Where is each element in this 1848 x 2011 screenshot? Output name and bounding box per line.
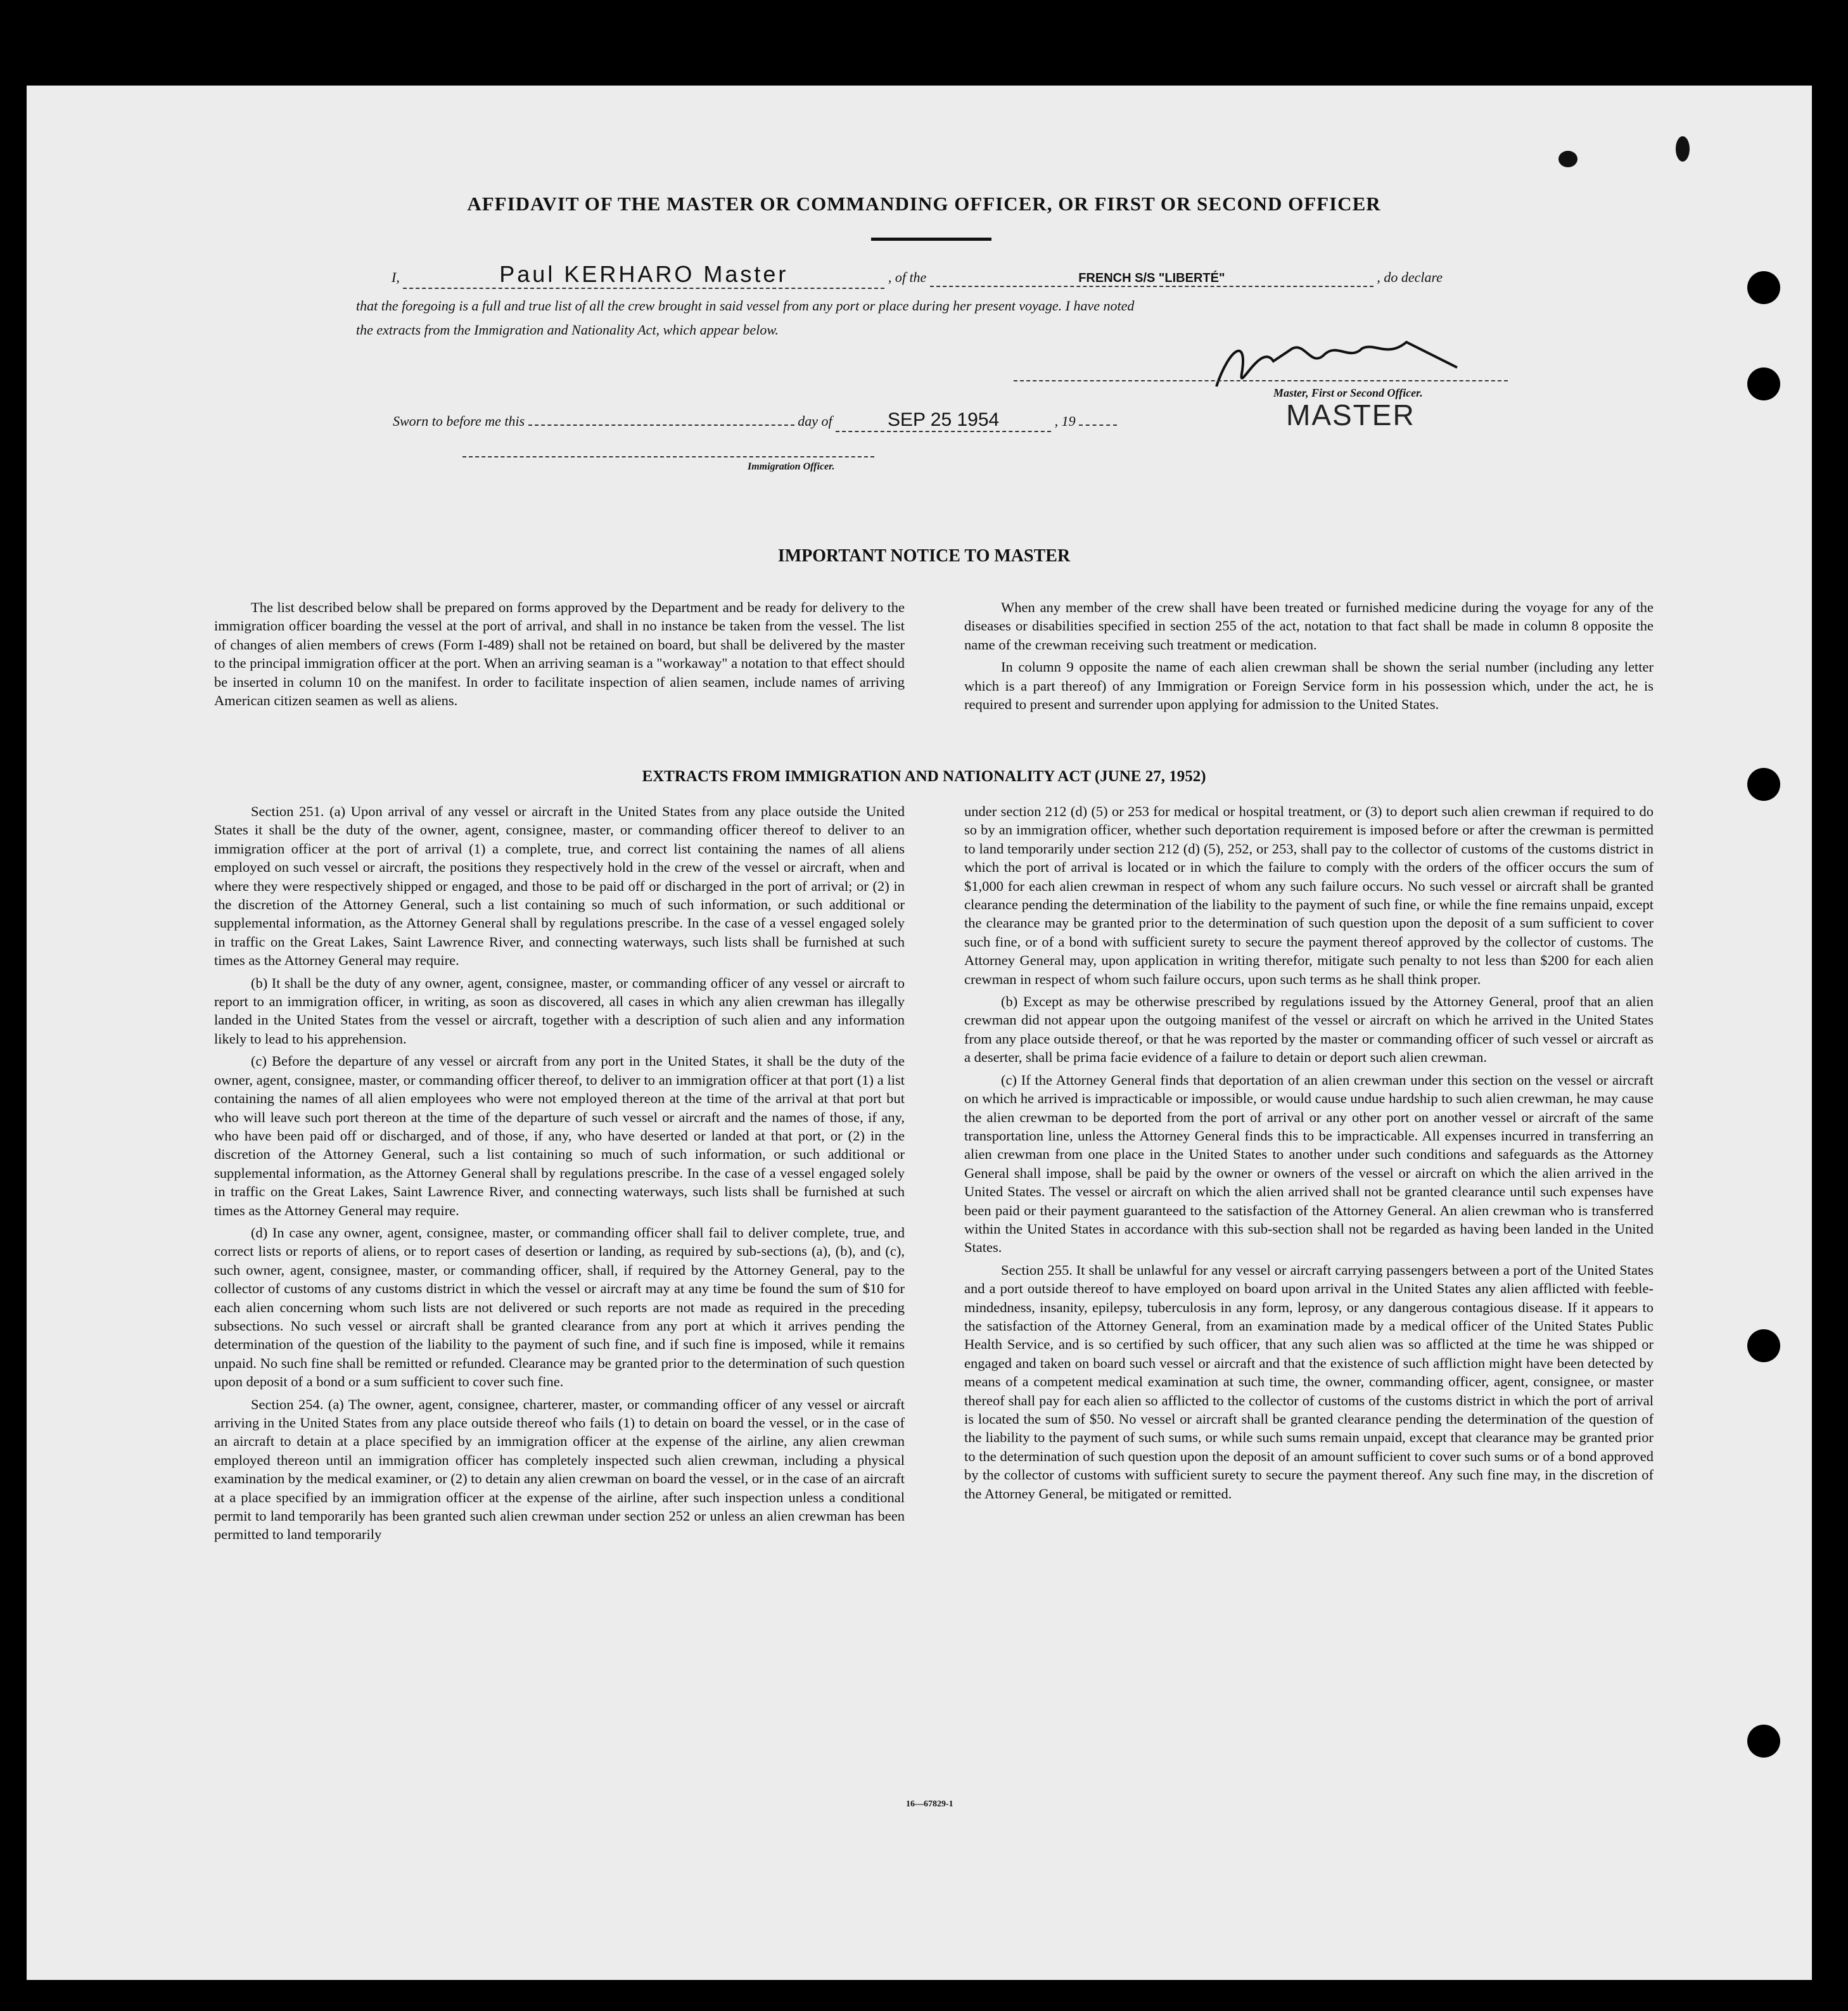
sworn-date-field xyxy=(836,409,1051,432)
section-251b: (b) It shall be the duty of any owner, agent, consignee, master, or commanding officer of any vessel or aircraft to report to an immigration officer, in writing, as soon as discovered, all cases in which any alien crewman has illegally landed in the United States from the vessel or aircraft, together with a description of such alien and any information likely to lead to his apprehension. xyxy=(214,974,905,1047)
declaration-text-2: the extracts from the Immigration and Nationality Act, which appear below. xyxy=(356,322,779,338)
ink-blot xyxy=(1676,136,1690,162)
immigration-officer-line xyxy=(462,456,874,457)
signature-caption: Master, First or Second Officer. xyxy=(1273,386,1423,399)
sworn-day-field xyxy=(528,425,794,426)
day-of-label: day of xyxy=(798,413,832,429)
year-prefix: , 19 xyxy=(1054,413,1076,429)
section-254a-cont: under section 212 (d) (5) or 253 for medical or hospital treatment, or (3) to deport such alien crewman if required to do so by an immigration officer, whether such deportation requirement is imposed before or after the crewman is permitted to land temporarily under section 212 (d) (5), 252, or 253, shall pay to the collector of customs of the customs district in which the port of arrival is located or in which the failure to comply with the orders of the officer occurs the sum of $1,000 for each alien crewman in respect of whom any such failure occurs. No such vessel or aircraft shall be granted clearance pending the determination of the liability to the payment of such fine, or while the fine remains unpaid, except the clearance may be granted prior to the determination of such question upon the deposit of a sum sufficient to cover such fine, or of a bond with sufficient surety to secure the payment thereof approved by the collector of customs. The Attorney General may, upon application in writing therefor, mitigate such penalty to not less than $200 for each alien crewman in respect of whom such failure occurs, upon such terms as he shall think proper. xyxy=(964,803,1654,987)
declaration-line xyxy=(392,261,1507,289)
notice-left-paragraph: The list described below shall be prepared on forms approved by the Department and be ready for delivery to the immigration officer boarding the vessel at the port of arrival, and shall in no instance be taken from the vessel. The list of changes of alien members of crews (Form I-489) shall not be retained on board, but shall be delivered by the master to the principal immigration officer at the port. When an arriving seaman is a "workaway" a notation to that effect should be inserted in column 10 on the manifest. In order to facilitate inspection of alien seamen, include names of arriving American citizen seamen as well as aliens. xyxy=(214,599,905,709)
notice-right-paragraph-2: In column 9 opposite the name of each alien crewman shall be shown the serial number (including any letter which is a part thereof) of any Immigration or Foreign Service form in his possession which, under the act, he is required to present and surrender upon applying for admission to the United States. xyxy=(964,659,1654,713)
notice-heading: IMPORTANT NOTICE TO MASTER xyxy=(777,546,1071,566)
binder-hole xyxy=(1747,1329,1780,1362)
declaration-prefix: I, xyxy=(392,269,400,285)
sworn-line xyxy=(393,409,1229,432)
notice-right-column xyxy=(964,598,1654,717)
date-stamp: SEP 25 1954 xyxy=(887,409,1000,430)
section-251c: (c) Before the departure of any vessel or aircraft from any port in the United States, it shall be the duty of the owner, agent, consignee, master, or commanding officer thereof, to deliver to an immigration officer at that port (1) a list containing the names of all alien employees who were not employed thereon at the time of the arrival at that port but who will leave such port thereon at the time of the departure of such vessel or aircraft and the names of those, if any, who have been paid off or discharged, and of those, if any, who have deserted or landed at that port, or (2) in the discretion of the Attorney General, such a list containing so much of such information, or such additional or supplemental information, as the Attorney General shall by regulations prescribe. In the case of a vessel engaged solely in traffic on the Great Lakes, Saint Lawrence River, and connecting waterways, such lists shall be furnished at such times as the Attorney General may require. xyxy=(214,1053,905,1218)
extracts-right-column xyxy=(964,802,1654,1507)
section-254b: (b) Except as may be otherwise prescribed by regulations issued by the Attorney General, proof that an alien crewman did not appear upon the outgoing manifest of the vessel or aircraft on which he arrived in the United States from any place outside thereof, or that he was reported by the master or commanding officer of such vessel or aircraft as a deserter, shall be prima facie evidence of a failure to detain or deport such alien crewman. xyxy=(964,993,1654,1066)
section-254a: Section 254. (a) The owner, agent, consignee, charterer, master, or commanding officer of any vessel or aircraft arriving in the United States from any place outside thereof who fails (1) to detain on board the vessel, or in the case of an aircraft to detain at a place specified by an immigration officer at the expense of the airline, any alien crewman employed thereon until an immigration officer has completely inspected such alien crewman, including a physical examination by the medical examiner, or (2) to detain any alien crewman on board the vessel, or in the case of an aircraft at a place specified by an immigration officer at the expense of the airline, after such inspection unless a conditional permit to land temporarily has been granted such alien crewman under section 252 or unless an alien crewman has been permitted to land temporarily xyxy=(214,1396,905,1543)
signature-line xyxy=(1014,380,1508,381)
vessel-field xyxy=(930,269,1373,287)
declaration-text-1: that the foregoing is a full and true list of all the crew brought in said vessel from any port or place during her present voyage. I have noted xyxy=(356,298,1135,314)
vessel-name: FRENCH S/S "LIBERTÉ" xyxy=(1078,271,1225,285)
section-251d: (d) In case any owner, agent, consignee, master, or commanding officer shall fail to deliver complete, true, and correct lists or reports of aliens, or to report cases of desertion or landing, as required by sub-sections (a), (b), and (c), such owner, agent, consignee, master, or commanding officer, shall, if required by the Attorney General, pay to the collector of customs of any customs district in which the vessel or aircraft may at any time be found the sum of $10 for each alien concerning whom such lists are not delivered or such reports are not made as required in the preceding subsections. No such vessel or aircraft shall be granted clearance from any port at which it arrives pending the determination of the question of the liability to the payment of such fine, and if such fine is imposed, while it remains unpaid. No such fine shall be remitted or refunded. Clearance may be granted prior to the determination of such question upon deposit of a bond or a sum sufficient to cover such fine. xyxy=(214,1224,905,1390)
document-title: AFFIDAVIT OF THE MASTER OR COMMANDING OFFICER, OR FIRST OR SECOND OFFICER xyxy=(467,193,1381,215)
ink-blot xyxy=(1558,151,1577,167)
of-the-label: , of the xyxy=(888,269,927,285)
immigration-officer-caption: Immigration Officer. xyxy=(748,461,835,472)
section-255: Section 255. It shall be unlawful for any vessel or aircraft carrying passengers between a port of the United States and a port outside thereof to have employed on board upon arrival in the United States any alien afflicted with feeble-mindedness, insanity, epilepsy, tuberculosis in any form, leprosy, or any dangerous contagious disease. If it appears to the satisfaction of the Attorney General, from an examination made by a medical officer of the United States Public Health Service, and is so certified by such officer, that any such alien was so afflicted at the time he was shipped or engaged and taken on board such vessel or aircraft and that the existence of such affliction might have been detected by means of a competent medical examination at such time, the owner, commanding officer, agent, consignee, or master thereof shall pay for each alien so afflicted to the collector of customs of the customs district in which the port of arrival is located the sum of $50. No vessel or aircraft shall be granted clearance pending the determination of the question of the liability to the payment of such sums, or while such sums remain unpaid, except that clearance may be granted prior to the determination of such question upon the deposit of an amount sufficient to cover such sums or of a bond approved by the collector of customs with sufficient surety to secure the payment thereof. Any such fine may, in the discretion of the Attorney General, be mitigated or remitted. xyxy=(964,1261,1654,1502)
binder-hole xyxy=(1747,1725,1780,1758)
section-254c: (c) If the Attorney General finds that deportation of an alien crewman under this section on the vessel or aircraft on which he arrived is impracticable or impossible, or would cause undue hardship to such alien crewman, he may cause the alien crewman to be deported from the port of arrival or any other port on another vessel or aircraft of the same transportation line, unless the Attorney General finds this to be impracticable. All expenses incurred in transferring an alien crewman from one place in the United States to another under such conditions and safeguards as the Attorney General shall impose, shall be paid by the owner or owners of the vessel or aircraft on which the alien arrived in the United States. The vessel or aircraft on which the alien arrived shall not be granted clearance until such expenses have been paid or their payment guaranteed to the satisfaction of the Attorney General. An alien crewman who is transferred within the United States in accordance with this sub-section shall not be regarded as having been landed in the United States. xyxy=(964,1071,1654,1256)
extracts-heading: EXTRACTS FROM IMMIGRATION AND NATIONALITY ACT (JUNE 27, 1952) xyxy=(642,768,1206,785)
master-name: Paul KERHARO Master xyxy=(499,261,789,287)
do-declare-label: , do declare xyxy=(1377,269,1443,285)
master-name-field xyxy=(403,261,884,289)
notice-left-column xyxy=(214,598,905,713)
binder-hole xyxy=(1747,271,1780,304)
binder-hole xyxy=(1747,367,1780,400)
title-rule xyxy=(871,238,991,241)
notice-right-paragraph-1: When any member of the crew shall have been treated or furnished medicine during the voyage for any of the diseases or disabilities specified in section 255 of the act, notation to that fact shall be made in column 8 opposite the name of the crewman receiving such treatment or medication. xyxy=(964,599,1654,653)
section-251a: Section 251. (a) Upon arrival of any vessel or aircraft in the United States from any place outside the United States it shall be the duty of the owner, agent, consignee, master, or commanding officer thereof to deliver to an immigration officer at the port of arrival (1) a complete, true, and correct list containing the names of all aliens employed on such vessel or aircraft, the positions they respectively hold in the crew of the vessel or aircraft, when and where they were respectively shipped or engaged, and those to be paid off or discharged in the port of arrival; or (2) in the discretion of the Attorney General, such a list containing so much of such information, or such additional or supplemental information, as the Attorney General shall by regulations prescribe. In the case of a vessel engaged solely in traffic on the Great Lakes, Saint Lawrence River, and connecting waterways, such lists shall be furnished at such times as the Attorney General may require. xyxy=(214,803,905,969)
form-number: 16—67829-1 xyxy=(906,1799,953,1809)
sworn-prefix: Sworn to before me this xyxy=(393,413,525,429)
sworn-year-field xyxy=(1079,425,1117,426)
master-stamp: MASTER xyxy=(1286,399,1415,431)
extracts-left-column xyxy=(214,802,905,1548)
